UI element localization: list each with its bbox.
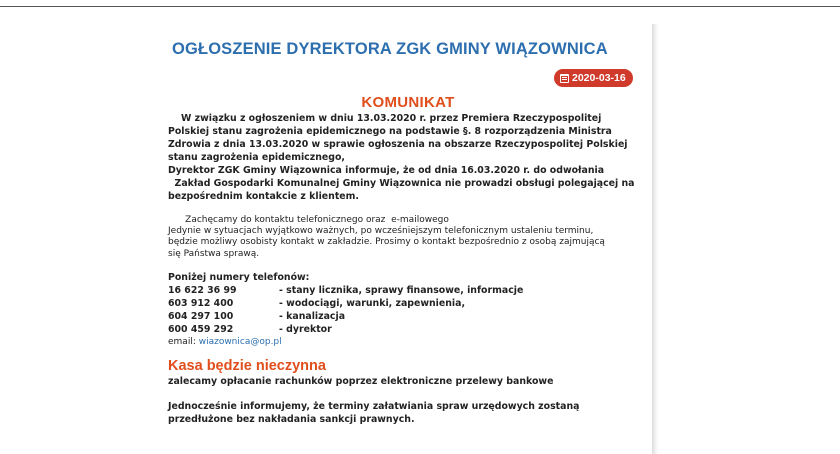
phone-list	[168, 284, 648, 336]
top-border-line	[0, 6, 840, 7]
text-line: Dyrektor ZGK Gminy Wiązownica informuje, że od dnia 16.03.2020 r. do odwołania	[168, 165, 605, 176]
text-line: Jednocześnie informujemy, że terminy załatwiania spraw urzędowych zostaną	[168, 400, 580, 412]
text-line: Zakład Gospodarki Komunalnej Gminy Wiązownica nie prowadzi obsługi polegającej na	[168, 178, 635, 189]
email-link[interactable]: wiazownica@op.pl	[198, 336, 282, 347]
phone-number: 604 297 100	[168, 310, 234, 322]
paragraph-contact	[168, 215, 648, 260]
text-line: Jedynie w sytuacjach wyjątkowo ważnych, po wcześniejszym telefonicznym ustaleniu terminu,	[168, 226, 594, 237]
phone-number: 16 622 36 99	[168, 284, 237, 296]
article-body	[168, 112, 648, 426]
phone-row	[168, 323, 648, 336]
text-line: przedłużone bez nakładania sankcji prawnych.	[168, 413, 415, 425]
calendar-icon	[560, 74, 569, 83]
kasa-heading: Kasa będzie nieczynna	[168, 357, 326, 374]
text-line: będzie możliwy osobisty kontakt w zakładzie. Prosimy o kontakt bezpośrednio z osobą zajmującą	[168, 237, 605, 248]
text-line: W związku z ogłoszeniem w dniu 13.03.2020 r. przez Premiera Rzeczypospolitej	[168, 113, 602, 124]
text-line: Zachęcamy do kontaktu telefonicznego oraz e-mailowego	[168, 215, 449, 225]
date-badge	[554, 69, 633, 87]
paragraph-final	[168, 400, 648, 426]
phones-heading: Poniżej numery telefonów:	[168, 271, 310, 283]
phone-number: 603 912 400	[168, 297, 234, 309]
text-line: Polskiej stanu zagrożenia epidemicznego na podstawie §. 8 rozporządzenia Ministra	[168, 126, 612, 137]
text-line: stanu zagrożenia epidemicznego,	[168, 152, 345, 163]
date-text: 2020-03-16	[572, 72, 626, 84]
paragraph-announcement	[168, 112, 648, 203]
page-title: OGŁOSZENIE DYREKTORA ZGK GMINY WIĄZOWNICA	[172, 40, 608, 58]
phone-description: - dyrektor	[279, 323, 332, 335]
phone-number: 600 459 292	[168, 323, 234, 335]
text-line: Zdrowia z dnia 13.03.2020 w sprawie ogłoszenia na obszarze Rzeczypospolitej Polskiej	[168, 139, 628, 150]
phone-description: - kanalizacja	[279, 310, 346, 322]
email-label: email:	[168, 336, 199, 347]
content-column-shadow	[652, 24, 659, 454]
phone-description: - wodociągi, warunki, zapewnienia,	[279, 297, 466, 309]
komunikat-heading: KOMUNIKAT	[361, 94, 455, 111]
phone-description: - stany licznika, sprawy finansowe, informacje	[279, 284, 524, 296]
phone-row	[168, 284, 648, 297]
text-line: bezpośrednim kontakcie z klientem.	[168, 191, 359, 202]
kasa-text: zalecamy opłacanie rachunków poprzez elektroniczne przelewy bankowe	[168, 375, 554, 387]
phone-row	[168, 310, 648, 323]
text-line: się Państwa sprawą.	[168, 248, 260, 259]
email-line	[168, 336, 648, 348]
phone-row	[168, 297, 648, 310]
